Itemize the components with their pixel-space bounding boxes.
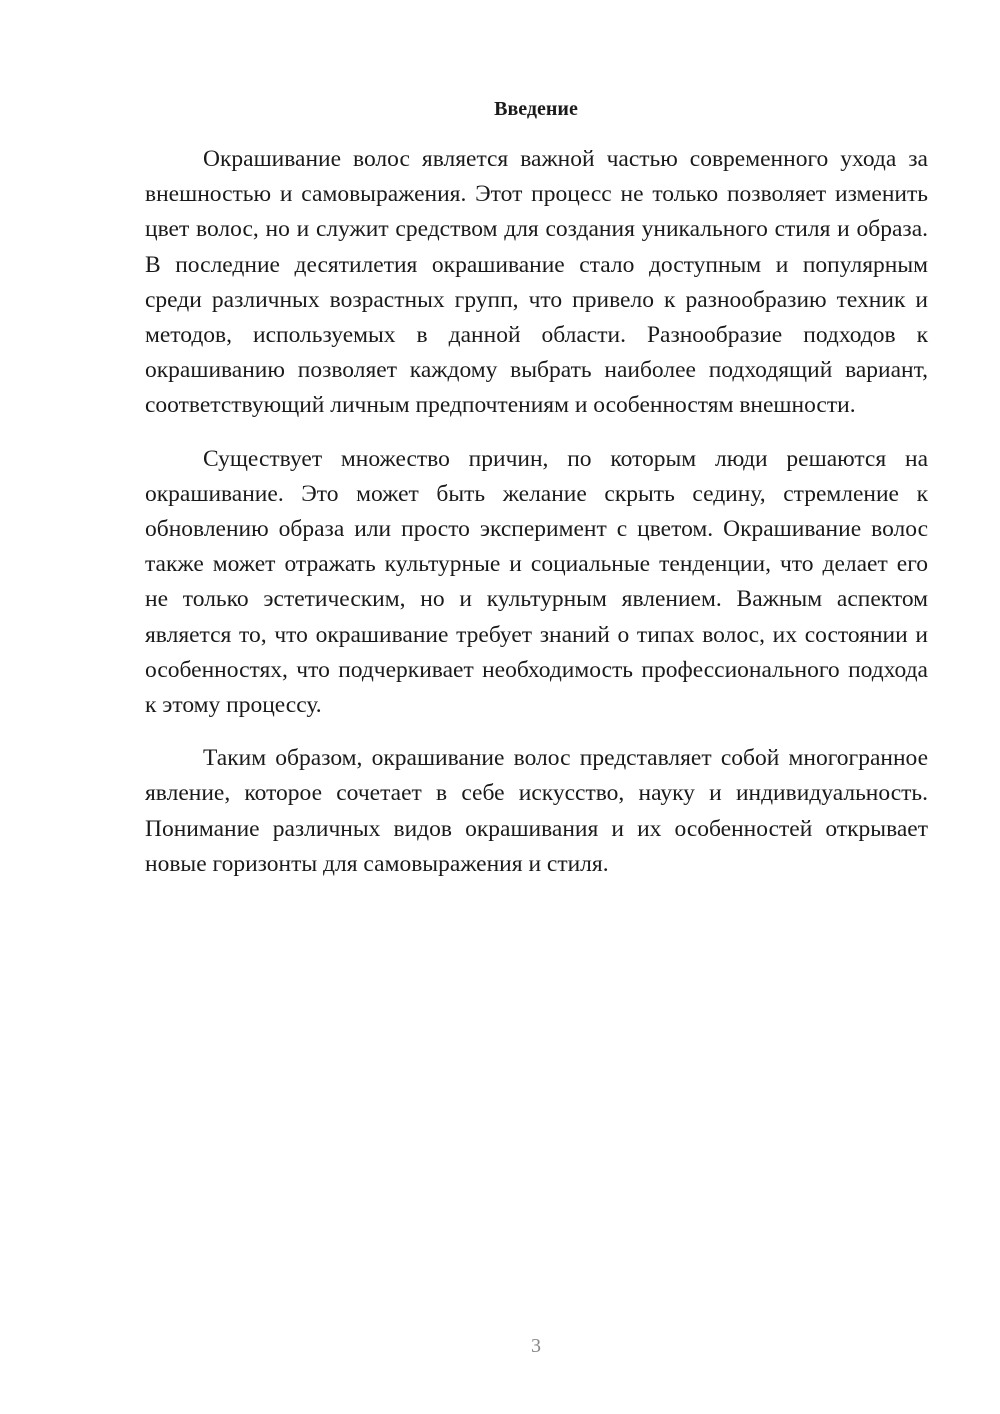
- paragraph-1: Окрашивание волос является важной частью современного ухода за внешностью и самовыражения. Этот процесс не только позволяет изменить цвет волос, но и служит средством для создания уникального стиля и образа. В последние десятилетия окрашивание стало доступным и популярным среди различных возрастных групп, что привело к разнообразию техник и методов, используемых в данной области. Разнообразие подходов к окрашиванию позволяет каждому выбрать наиболее подходящий вариант, соответствующий личным предпочтениям и особенностям внешности.: [145, 146, 928, 419]
- body-text: [145, 142, 928, 900]
- paragraph-3: Таким образом, окрашивание волос представляет собой многогранное явление, которое сочетает в себе искусство, науку и индивидуальность. Понимание различных видов окрашивания и их особенностей открывает новые горизонты для самовыражения и стиля.: [145, 745, 928, 877]
- section-title: Введение: [494, 98, 578, 120]
- paragraph-2: Существует множество причин, по которым люди решаются на окрашивание. Это может быть желание скрыть седину, стремление к обновлению образа или просто эксперимент с цветом. Окрашивание волос также может отражать культурные и социальные тенденции, что делает его не только эстетическим, но и культурным явлением. Важным аспектом является то, что окрашивание требует знаний о типах волос, их состоянии и особенностях, что подчеркивает необходимость профессионального подхода к этому процессу.: [145, 445, 928, 719]
- page-number: 3: [531, 1335, 541, 1357]
